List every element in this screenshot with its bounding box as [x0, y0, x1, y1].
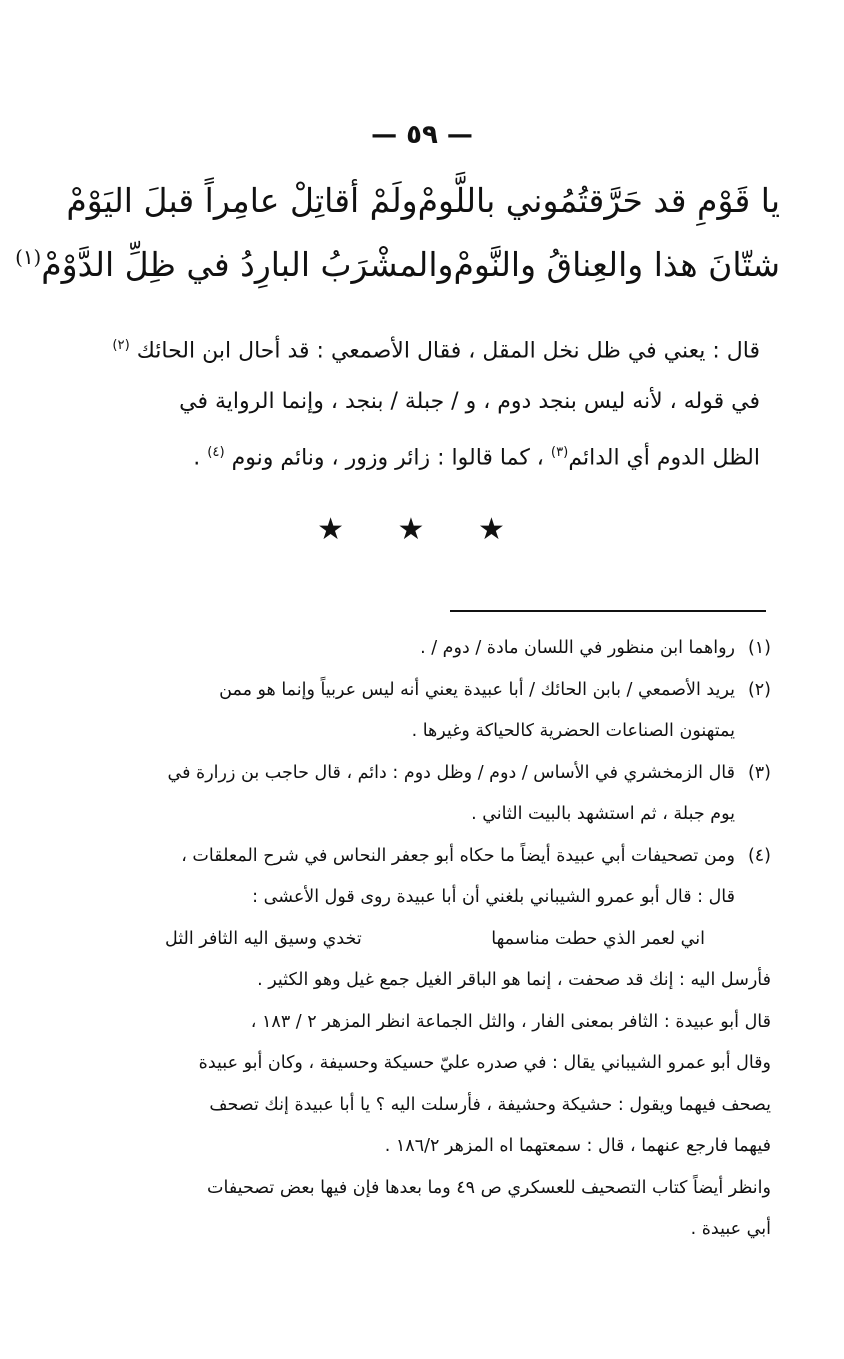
footnote-line: وقال أبو عمرو الشيباني يقال : في صدره عليّ حسيكة وحسيفة ، وكان أبو عبيدة [198, 1053, 771, 1073]
footnote-3 [85, 753, 771, 836]
poem-verse [15, 168, 780, 296]
body-line-3-a: الظل الدوم أي الدائم [568, 445, 760, 471]
page-number: — ٥٩ — [371, 120, 473, 150]
hemistich-2-right: شتّانَ هذا والعِناقُ والنَّومْ [453, 244, 780, 284]
hemistich-1-right: يا قَوْمِ قد حَرَّقتُمُوني باللَّومْ [417, 180, 780, 220]
footnote-line: فيهما فارجع عنهما ، قال : سمعتهما اه المزهر ١٨٦/٢ . [384, 1136, 771, 1156]
footnote-number: (١) [747, 638, 771, 658]
footnote-line: ومن تصحيفات أبي عبيدة أيضاً ما حكاه أبو جعفر النحاس في شرح المعلقات ، [181, 845, 735, 866]
verse-line-2 [15, 232, 780, 296]
footnote-line: يمتهنون الصناعات الحضرية كالحياكة وغيرها . [411, 721, 735, 741]
footnote-text [85, 836, 735, 961]
footnote-text [85, 753, 735, 836]
footnote-2 [85, 670, 771, 753]
footnote-number: (٤) [747, 845, 771, 866]
footnote-ref-2: (٢) [112, 338, 130, 353]
footnote-verse [165, 919, 705, 961]
footnote-line: قال : قال أبو عمرو الشيباني بلغني أن أبا عبيدة روى قول الأعشى : [252, 887, 735, 907]
footnote-verse-left: تخدي وسيق اليه الثافر الثل [165, 928, 362, 949]
body-line-2: في قوله ، لأنه ليس بنجد دوم ، و / جبلة / بنجد ، وإنما الرواية في [179, 389, 760, 415]
body-line-1 [90, 320, 760, 376]
footnote-line: أبي عبيدة . [690, 1219, 771, 1239]
hemistich-1-left: ولَمْ أقاتِلْ عامِراً قبلَ اليَوْمْ [66, 180, 418, 220]
footnote-ref-4: (٤) [207, 445, 225, 461]
footnote-number: (٣) [747, 762, 771, 783]
hemistich-2-left [15, 245, 453, 284]
body-line-3 [90, 427, 760, 483]
footnote-line: يريد الأصمعي / بابن الحائك / أبا عبيدة يعني أنه ليس عربياً وإنما هو ممن [219, 679, 735, 700]
footnote-text [85, 628, 735, 670]
footnote-4-continuation [85, 960, 771, 1251]
footnotes [85, 628, 771, 1251]
footnote-line: وانظر أيضاً كتاب التصحيف للعسكري ص ٤٩ وما بعدها فإن فيها بعض تصحيفات [207, 1177, 771, 1198]
verse-line-1 [66, 168, 780, 232]
body-line-1-text: قال : يعني في ظل نخل المقل ، فقال الأصمعي : قد أحال ابن الحائك [136, 338, 760, 364]
footnote-ref-3: (٣) [550, 445, 569, 461]
footnote-line: يوم جبلة ، ثم استشهد بالبيت الثاني . [471, 804, 735, 824]
footnote-line: يصحف فيهما ويقول : حشيكة وحشيفة ، فأرسلت اليه ؟ يا أبا عبيدة إنك تصحف [209, 1094, 771, 1115]
footnote-4 [85, 836, 771, 961]
footnote-1 [85, 628, 771, 670]
hemistich-2-left-text: والمشْرَبُ البارِدُ في ظِلِّ الدَّوْمْ [41, 244, 454, 284]
footnote-ref-1: (١) [15, 245, 42, 269]
body-paragraph [90, 320, 760, 484]
footnote-line: فأرسل اليه : إنك قد صحفت ، إنما هو الباقر الغيل جمع غيل وهو الكثير . [257, 970, 771, 990]
footnote-rule [450, 610, 766, 612]
footnote-number: (٢) [747, 679, 771, 700]
footnote-line: رواهما ابن منظور في اللسان مادة / دوم / . [420, 638, 735, 658]
footnote-verse-right: اني لعمر الذي حطت مناسمها [491, 928, 705, 949]
body-line-3-b: ، كما قالوا : زائر وزور ، ونائم ونوم [231, 445, 544, 471]
footnote-line: قال أبو عبيدة : الثافر بمعنى الفار ، والثل الجماعة انظر المزهر ٢ / ١٨٣ ، [250, 1011, 771, 1032]
footnote-text [85, 670, 735, 753]
body-line-3-c: . [193, 445, 201, 471]
footnote-line: قال الزمخشري في الأساس / دوم / وظل دوم : دائم ، قال حاجب بن زرارة في [167, 762, 735, 783]
section-separator-stars: ★ ★ ★ [317, 512, 527, 547]
